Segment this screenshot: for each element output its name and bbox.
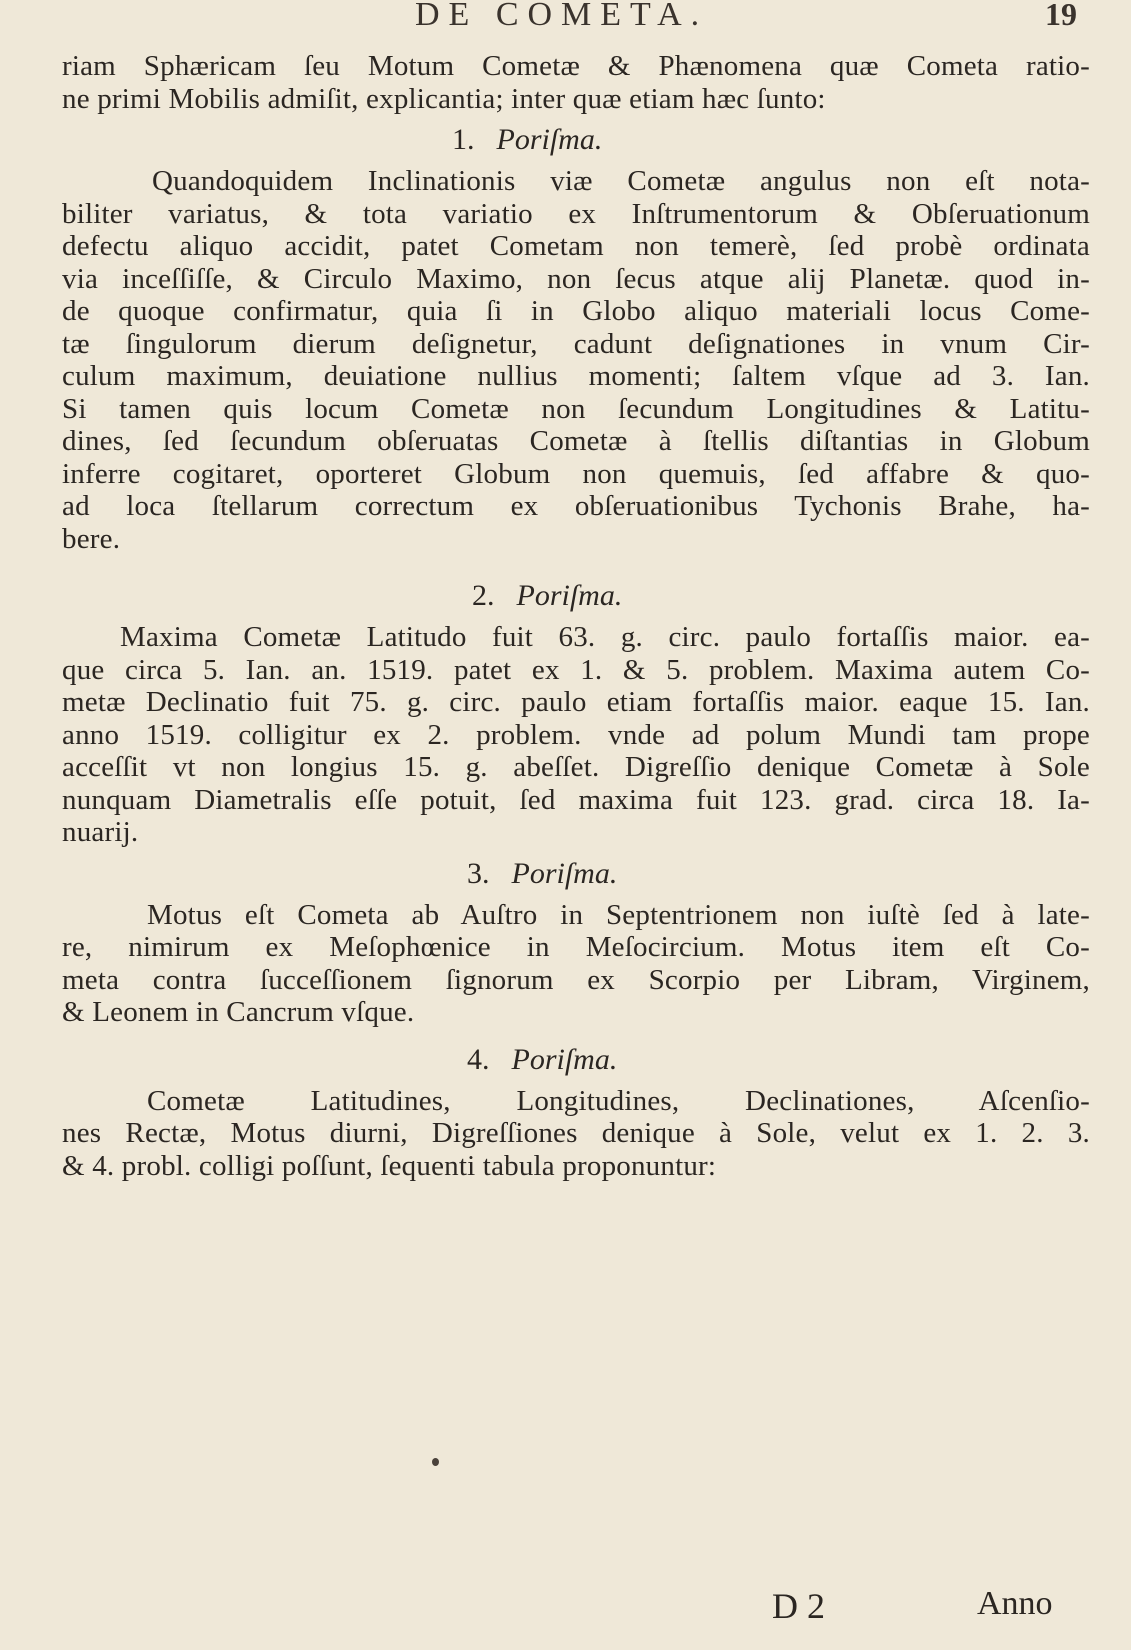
text-line: riam Sphæricam ſeu Motum Cometæ & Phænomena quæ Cometa ratio-	[62, 50, 1090, 82]
porisma-heading	[62, 1035, 1090, 1085]
text-line: biliter variatus, & tota variatio ex Inſtrumentorum & Obſeruationum	[62, 197, 1090, 230]
text-line: ad loca ſtellarum correctum ex obſeruationibus Tychonis Brahe, ha-	[62, 490, 1090, 522]
porisma-heading	[62, 849, 1090, 899]
text-line: defectu aliquo accidit, patet Cometam non temerè, ſed probè ordinata	[62, 230, 1090, 262]
porisma-1	[62, 115, 1090, 555]
porisma-number: 4.	[467, 1042, 490, 1076]
text-line: via inceſſiſſe, & Circulo Maximo, non ſecus atque alij Planetæ. quod in-	[62, 262, 1090, 295]
catchword: Anno	[977, 1585, 1053, 1622]
text-line: nuarij.	[62, 816, 139, 848]
body-text	[62, 50, 1090, 1182]
text-line: Maxima Cometæ Latitudo fuit 63. g. circ. paulo fortaſſis maior. ea-	[120, 621, 1090, 653]
porisma-4	[62, 1035, 1090, 1183]
porisma-title: Poriſma.	[511, 1042, 618, 1076]
porisma-3	[62, 849, 1090, 1029]
porisma-number: 3.	[467, 856, 490, 890]
text-line: metæ Declinatio fuit 75. g. circ. paulo etiam fortaſſis maior. eaque 15. Ian.	[62, 686, 1090, 718]
text-line: & Leonem in Cancrum vſque.	[62, 996, 415, 1028]
porisma-heading	[62, 571, 1090, 621]
porisma-title: Poriſma.	[511, 856, 618, 890]
text-line: Cometæ Latitudines, Longitudines, Declinationes, Aſcenſio-	[147, 1084, 1090, 1117]
text-line: & 4. probl. colligi poſſunt, ſequenti tabula proponuntur:	[62, 1149, 717, 1182]
text-line: tæ ſingulorum dierum deſignetur, cadunt deſignationes in vnum Cir-	[62, 327, 1090, 360]
text-line: que circa 5. Ian. an. 1519. patet ex 1. & 5. problem. Maxima autem Co-	[62, 653, 1090, 686]
page-footer	[0, 1585, 1131, 1625]
porisma-2	[62, 571, 1090, 849]
text-line: Si tamen quis locum Cometæ non ſecundum Longitudines & Latitu-	[62, 392, 1090, 425]
text-line: Motus eſt Cometa ab Auſtro in Septentrionem non iuſtè ſed à late-	[147, 898, 1090, 931]
text-line: bere.	[62, 522, 121, 555]
text-line: ne primi Mobilis admiſit, explicantia; inter quæ etiam hæc ſunto:	[62, 82, 826, 115]
porisma-title: Poriſma.	[516, 579, 623, 612]
text-line: acceſſit vt non longius 15. g. abeſſet. Digreſſio denique Cometæ à Sole	[62, 751, 1090, 783]
running-title: DE COMETA.	[415, 0, 709, 33]
spacer	[62, 555, 1090, 571]
text-line: culum maximum, deuiatione nullius momenti; ſaltem vſque ad 3. Ian.	[62, 360, 1090, 392]
porisma-number: 1.	[452, 123, 475, 156]
page-number: 19	[1045, 0, 1077, 32]
page-header	[0, 0, 1131, 36]
ink-speck	[432, 1458, 439, 1466]
signature-mark: D 2	[772, 1586, 825, 1626]
text-line: nes Rectæ, Motus diurni, Digreſſiones denique à Sole, velut ex 1. 2. 3.	[62, 1117, 1090, 1149]
text-line: anno 1519. colligitur ex 2. problem. vnde ad polum Mundi tam prope	[62, 718, 1090, 751]
text-line: re, nimirum ex Meſophœnice in Meſocircium. Motus item eſt Co-	[62, 931, 1090, 963]
porisma-title: Poriſma.	[496, 123, 603, 156]
porisma-number: 2.	[472, 579, 495, 612]
text-line: meta contra ſucceſſionem ſignorum ex Scorpio per Libram, Virginem,	[62, 963, 1090, 996]
text-line: dines, ſed ſecundum obſeruatas Cometæ à ſtellis diſtantias in Globum	[62, 425, 1090, 457]
intro-paragraph	[62, 50, 1090, 115]
porisma-heading	[62, 115, 1090, 165]
text-line: nunquam Diametralis eſſe potuit, ſed maxima fuit 123. grad. circa 18. Ia-	[62, 783, 1090, 816]
text-line: Quandoquidem Inclinationis viæ Cometæ angulus non eſt nota-	[152, 165, 1090, 197]
text-line: inferre cogitaret, oporteret Globum non quemuis, ſed affabre & quo-	[62, 457, 1090, 490]
text-line: de quoque confirmatur, quia ſi in Globo aliquo materiali locus Come-	[62, 295, 1090, 327]
